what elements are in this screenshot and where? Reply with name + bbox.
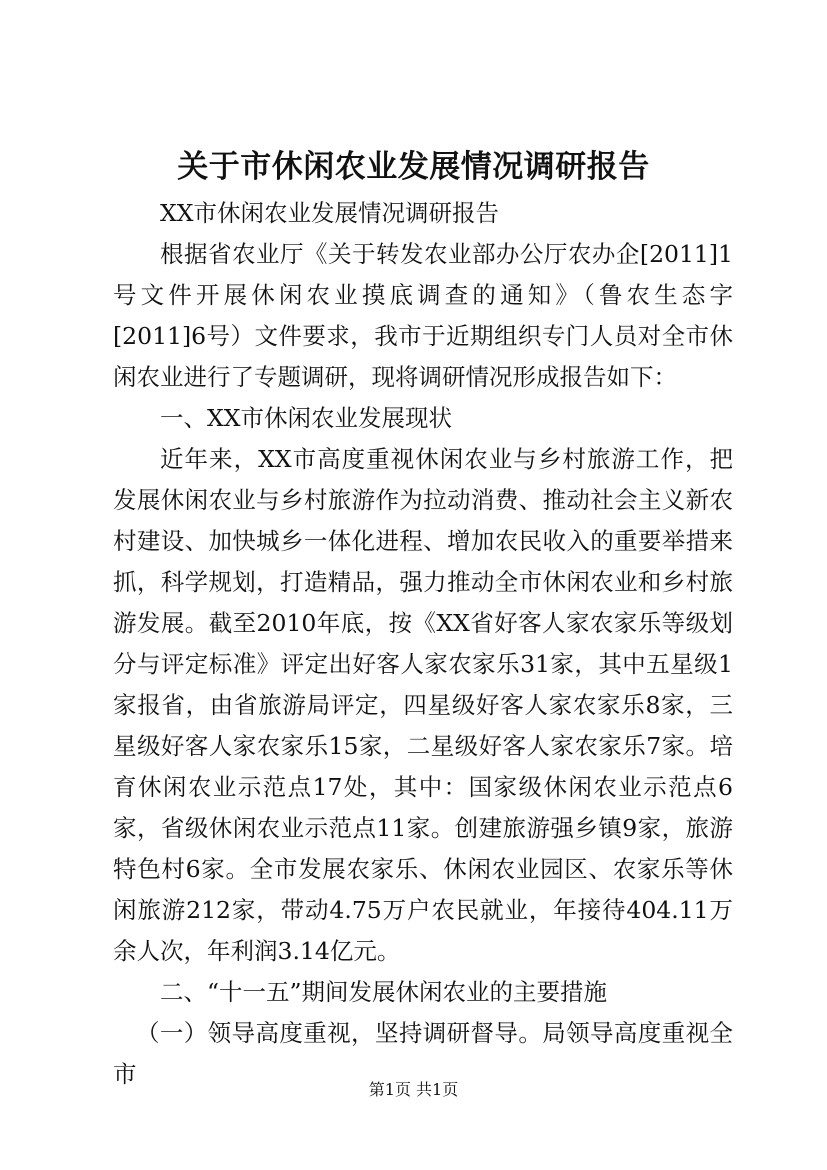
status-paragraph: 近年来，XX市高度重视休闲农业与乡村旅游工作，把发展休闲农业与乡村旅游作为拉动消费、推动社会主义新农村建设、加快城乡一体化进程、增加农民收入的重要举措来抓，科学规划，打造精品，强力推动全市休闲农业和乡村旅游发展。截至2010年底，按《XX省好客人家农家乐等级划分与评定标准》评定出好客人家农家乐31家，其中五星级1家报省，由省旅游局评定，四星级好客人家农家乐8家，三星级好客人家农家乐15家，二星级好客人家农家乐7家。培育休闲农业示范点17处，其中：国家级休闲农业示范点6家，省级休闲农业示范点11家。创建旅游强乡镇9家，旅游特色村6家。全市发展农家乐、休闲农业园区、农家乐等休闲旅游212家，带动4.75万户农民就业，年接待404.11万余人次，年利润3.14亿元。 — [113, 445, 733, 965]
intro-paragraph: 根据省农业厅《关于转发农业部办公厅农办企[2011]1号文件开展休闲农业摸底调查的通知》（鲁农生态字[2011]6号）文件要求，我市于近期组织专门人员对全市休闲农业进行了专题调研，现将调研情况形成报告如下： — [113, 240, 733, 391]
document-body — [113, 193, 733, 1095]
section-heading-1: 一、XX市休闲农业发展现状 — [160, 404, 452, 432]
document-title: 关于市休闲农业发展情况调研报告 — [177, 149, 650, 185]
report-subtitle-paragraph: XX市休闲农业发展情况调研报告 — [160, 199, 499, 227]
measures-paragraph: （一）领导高度重视，坚持调研督导。局领导高度重视全市 — [113, 1019, 733, 1088]
section-heading-2: 二、“十一五”期间发展休闲农业的主要措施 — [160, 978, 608, 1006]
page-footer: 第1页 共1页 — [368, 1080, 459, 1099]
